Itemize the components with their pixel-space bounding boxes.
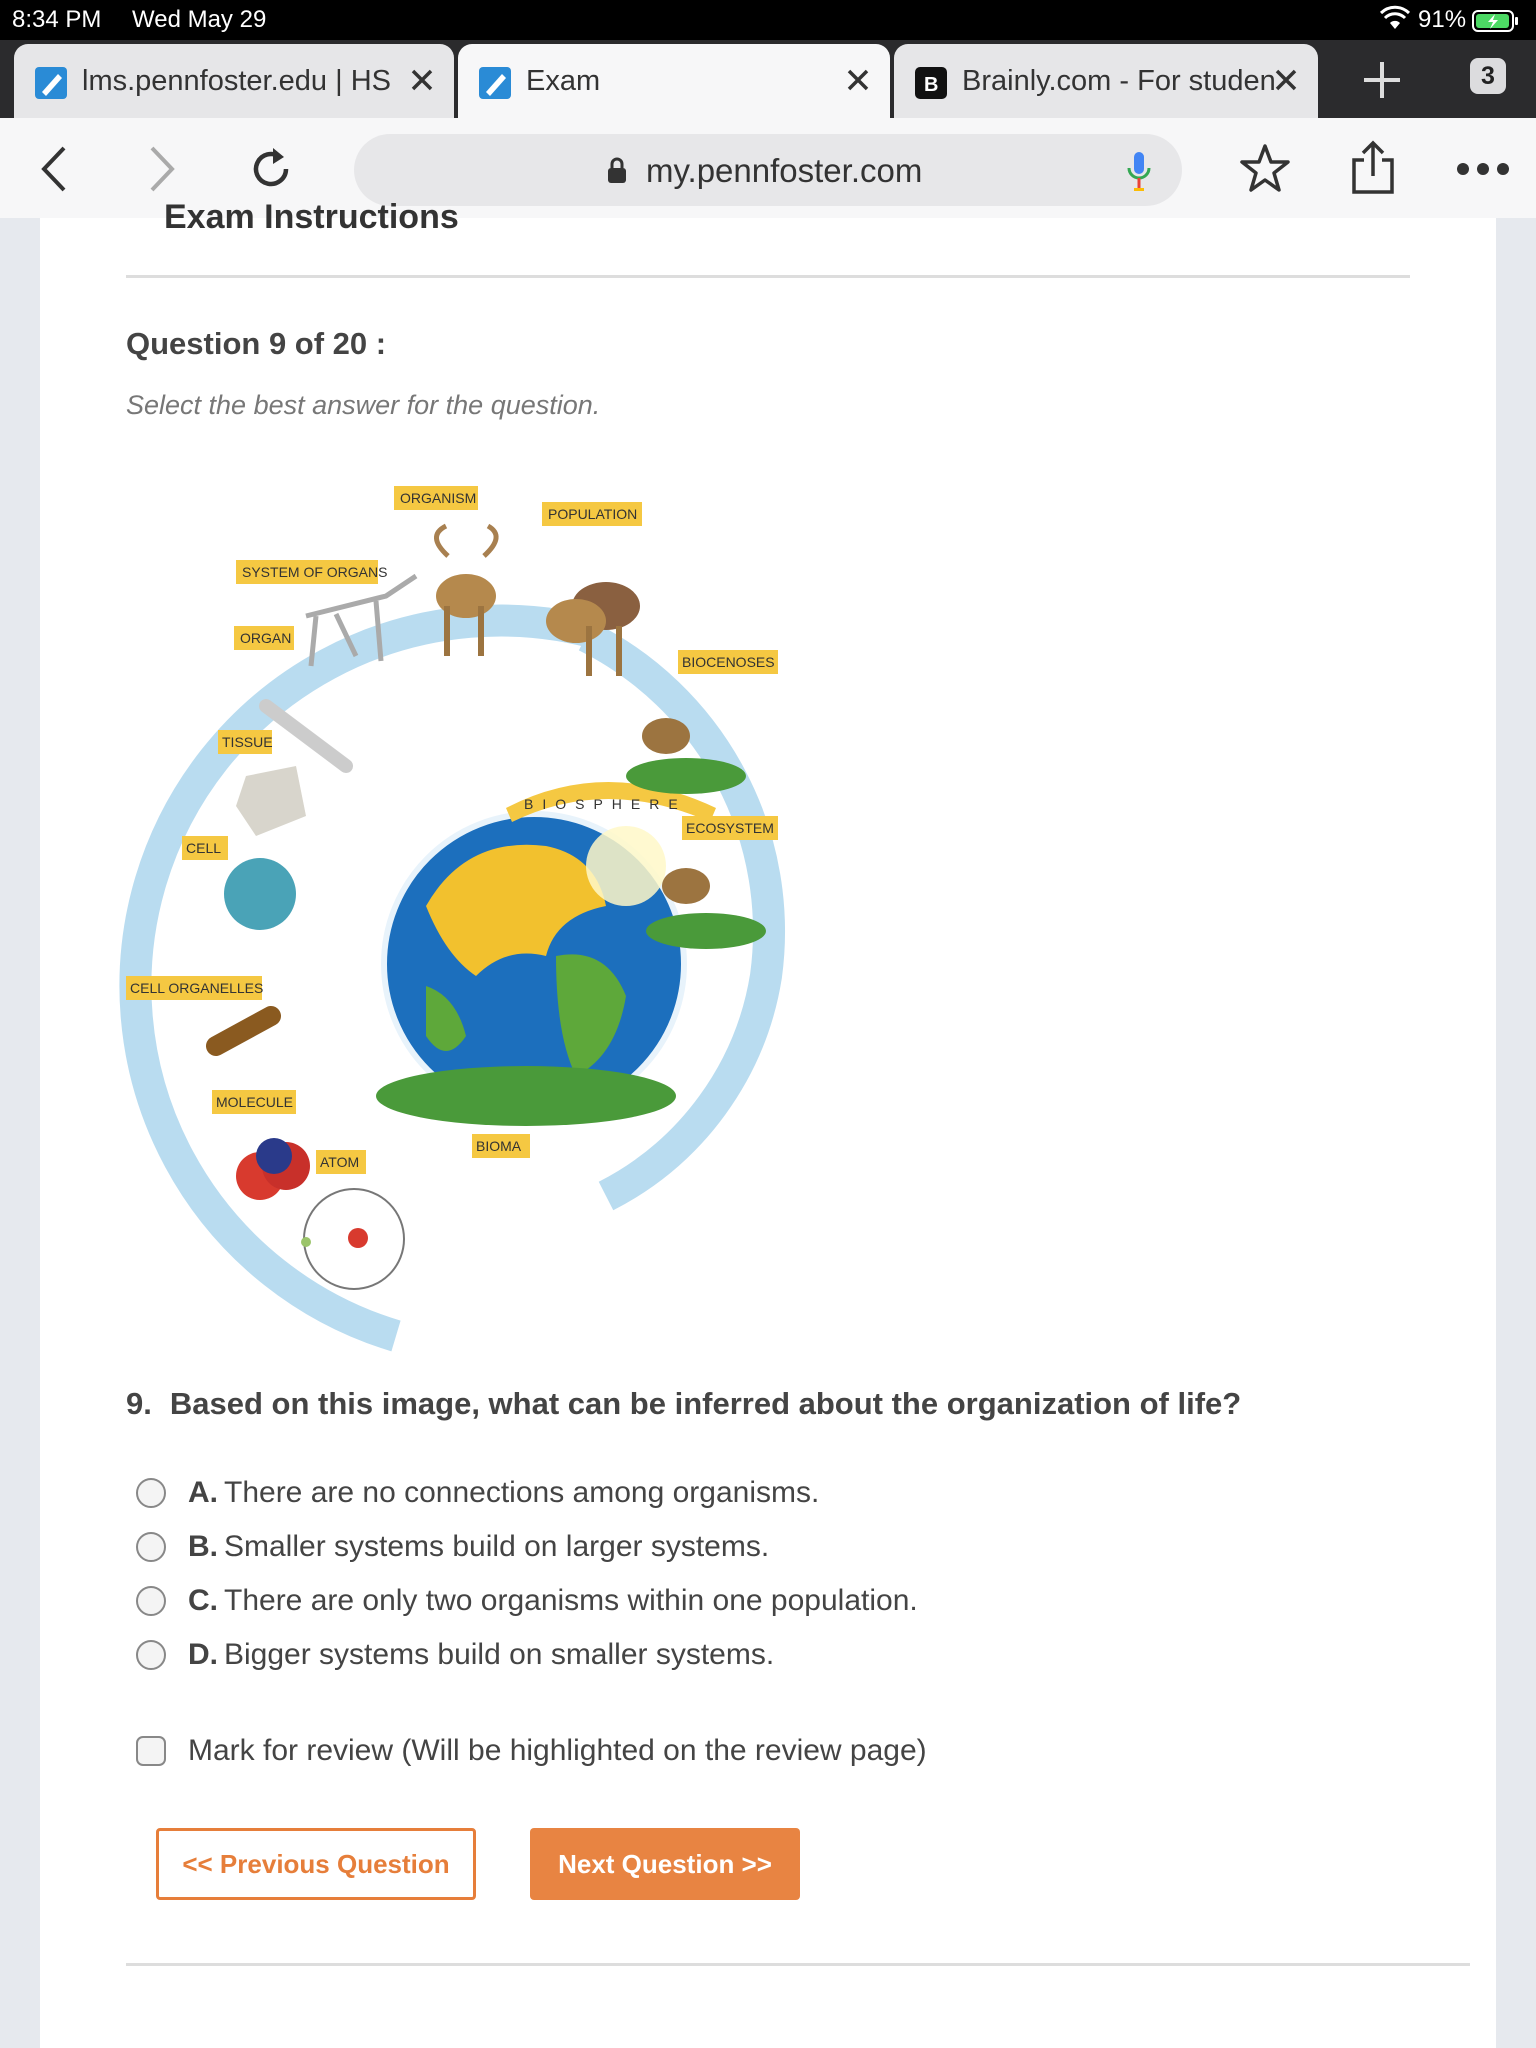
close-icon[interactable]: [408, 66, 436, 102]
question-text: [126, 1386, 1241, 1422]
label-organ: ORGAN: [240, 630, 292, 646]
option-letter: A.: [188, 1476, 218, 1509]
tab-lms[interactable]: [14, 44, 454, 118]
close-icon[interactable]: [844, 66, 872, 102]
option-letter: D.: [188, 1638, 218, 1671]
next-question-button[interactable]: Next Question >>: [530, 1828, 800, 1900]
question-number: 9.: [126, 1386, 152, 1421]
radio-button[interactable]: [136, 1532, 166, 1562]
address-bar[interactable]: [354, 134, 1182, 206]
label-tissue: TISSUE: [222, 734, 273, 750]
label-molecule: MOLECULE: [216, 1094, 294, 1110]
label-biocenoses: BIOCENOSES: [682, 654, 775, 670]
new-tab-icon[interactable]: [1360, 58, 1404, 107]
more-menu-icon[interactable]: [1456, 162, 1510, 181]
tab-title: lms.pennfoster.edu | HS: [82, 65, 391, 97]
tab-strip: [0, 40, 1536, 118]
pennfoster-favicon-icon: [478, 66, 512, 108]
svg-text:B: B: [924, 74, 939, 96]
tab-count-button[interactable]: 3: [1470, 58, 1506, 94]
lock-icon: [606, 156, 628, 189]
divider: [126, 1963, 1470, 1966]
review-checkbox[interactable]: [136, 1736, 166, 1766]
exam-instructions-link[interactable]: Exam Instructions: [164, 198, 459, 236]
tissue-icon: [236, 766, 306, 836]
status-date: Wed May 29: [132, 6, 267, 33]
radio-button[interactable]: [136, 1586, 166, 1616]
question-heading: Question 9 of 20 :: [126, 326, 387, 361]
battery-icon: [1472, 9, 1520, 40]
share-icon[interactable]: [1350, 140, 1396, 201]
label-system-of-organs: SYSTEM OF ORGANS: [242, 564, 388, 580]
radio-button[interactable]: [136, 1640, 166, 1670]
label-atom: ATOM: [320, 1154, 360, 1170]
option-text: Bigger systems build on smaller systems.: [224, 1638, 775, 1671]
reload-icon[interactable]: [246, 144, 296, 199]
tab-exam[interactable]: [458, 44, 890, 118]
previous-question-button[interactable]: << Previous Question: [156, 1828, 476, 1900]
back-icon[interactable]: [36, 144, 76, 199]
tab-title: Brainly.com - For studen: [962, 65, 1276, 97]
atom-icon: [301, 1189, 404, 1289]
option-letter: B.: [188, 1530, 218, 1563]
radio-button[interactable]: [136, 1478, 166, 1508]
label-bioma: BIOMA: [476, 1138, 522, 1154]
biosphere-label: BIOSPHERE: [524, 796, 687, 812]
battery-percent: 91%: [1418, 6, 1467, 33]
bone-icon: [266, 706, 346, 766]
bioma-scene-icon: [376, 1066, 676, 1126]
divider: [126, 275, 1410, 278]
label-organism: ORGANISM: [400, 490, 477, 506]
label-cell-organelles: CELL ORGANELLES: [130, 980, 264, 996]
label-cell: CELL: [186, 840, 222, 856]
tab-brainly[interactable]: [894, 44, 1318, 118]
option-text: There are only two organisms within one population.: [224, 1584, 918, 1617]
tab-title: Exam: [526, 65, 601, 97]
pennfoster-favicon-icon: [34, 66, 68, 108]
organelle-icon: [216, 1016, 271, 1046]
option-text: Smaller systems build on larger systems.: [224, 1530, 770, 1563]
wifi-icon: [1380, 7, 1410, 38]
question-instruction: Select the best answer for the question.: [126, 390, 601, 420]
exam-page: [40, 198, 1496, 2048]
option-letter: C.: [188, 1584, 218, 1617]
cell-icon: [224, 858, 296, 930]
forward-icon[interactable]: [142, 144, 182, 199]
option-text: There are no connections among organisms.: [224, 1476, 820, 1509]
status-time: 8:34 PM: [12, 6, 102, 33]
label-ecosystem: ECOSYSTEM: [686, 820, 774, 836]
molecule-icon: [236, 1138, 310, 1200]
organization-of-life-figure: [126, 476, 992, 1338]
label-population: POPULATION: [548, 506, 638, 522]
url-text: my.pennfoster.com: [646, 152, 923, 189]
bookmark-star-icon[interactable]: [1238, 142, 1292, 201]
status-bar: [0, 0, 1536, 40]
close-icon[interactable]: [1272, 66, 1300, 102]
brainly-favicon-icon: [914, 66, 948, 108]
review-label: Mark for review (Will be highlighted on the review page): [188, 1734, 927, 1767]
question-body: Based on this image, what can be inferred about the organization of life?: [169, 1386, 1242, 1421]
microphone-icon[interactable]: [1124, 150, 1154, 197]
